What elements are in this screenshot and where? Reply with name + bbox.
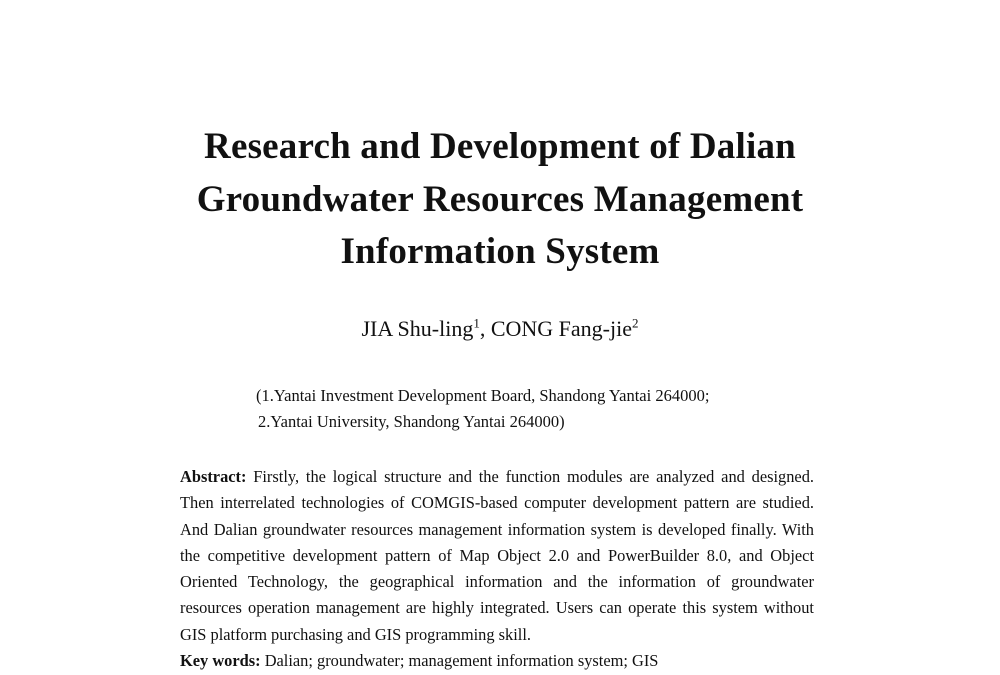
author-affiliation-marker: 2 — [632, 315, 639, 331]
keywords — [180, 648, 658, 674]
author-list — [0, 314, 1000, 344]
author-name: CONG Fang-jie — [490, 316, 632, 341]
abstract — [180, 464, 814, 648]
abstract-text: Firstly, the logical structure and the function modules are analyzed and designed. Then interrelated technologies of COMGIS-based computer development pattern are studied. And Dalian groundwater resources management information system is developed finally. With the competitive development pattern of Map Object 2.0 and PowerBuilder 8.0, and Object Oriented Technology, the geographical information and the information of groundwater resources operation management are highly integrated. Users can operate this system without GIS platform purchasing and GIS programming skill. — [180, 467, 814, 644]
paper-title-line-1: Research and Development of Dalian — [204, 126, 796, 167]
keywords-label: Key words: — [180, 651, 261, 670]
author-affiliation-marker: 1 — [473, 315, 480, 331]
paper-title-line-2: Groundwater Resources Management — [196, 179, 804, 220]
paper-title-line-3: Information System — [340, 231, 660, 272]
author-name: JIA Shu-ling — [361, 316, 474, 341]
affiliation-2: 2.Yantai University, Shandong Yantai 264000) — [258, 412, 565, 431]
author-separator: , — [479, 316, 491, 341]
abstract-label: Abstract: — [180, 467, 247, 486]
affiliation-1: (1.Yantai Investment Development Board, Shandong Yantai 264000; — [256, 386, 710, 405]
keywords-text: Dalian; groundwater; management information system; GIS — [264, 651, 659, 670]
